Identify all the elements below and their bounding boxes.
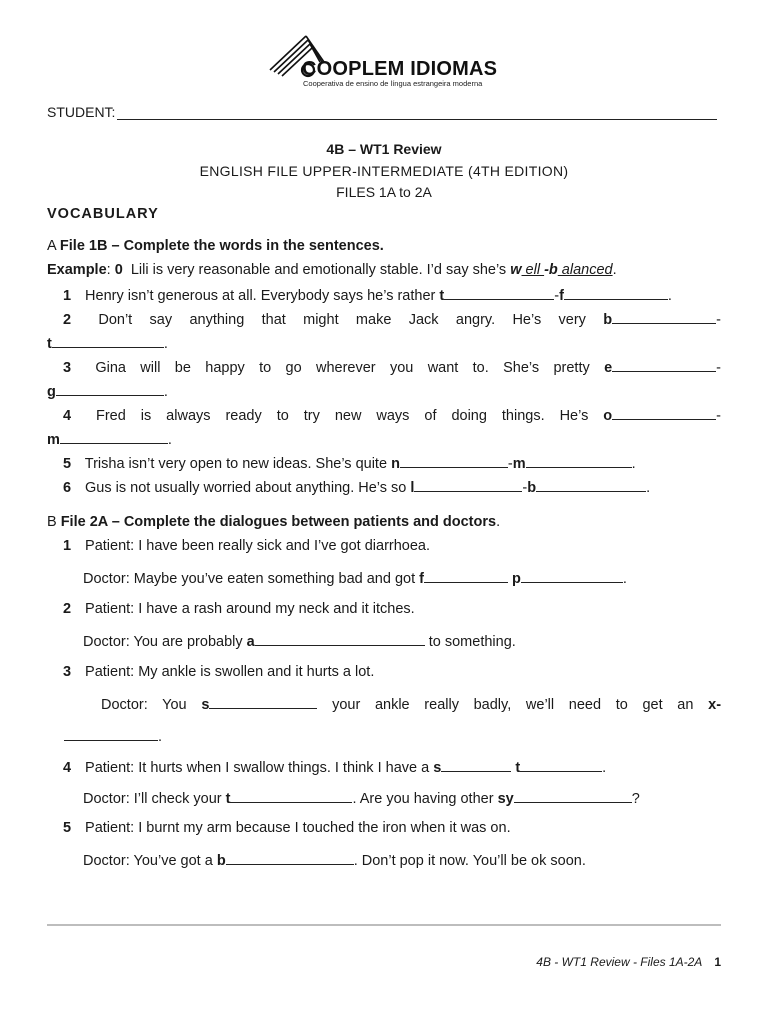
patient-line: Patient: I have a rash around my neck and it itches. xyxy=(85,601,415,617)
question-number: 5 xyxy=(63,456,72,472)
question-number: 5 xyxy=(63,820,72,836)
answer-blank[interactable] xyxy=(60,430,168,444)
answer-letter: sy xyxy=(497,791,514,807)
answer-letter: t xyxy=(225,791,231,807)
example-number: 0 xyxy=(114,262,123,278)
question-text: Gina will be happy to go wherever you want to. She’s pretty xyxy=(95,360,590,376)
answer-blank[interactable] xyxy=(441,758,511,772)
answer-letter: t xyxy=(439,288,445,304)
patient-line: Patient: I burnt my arm because I touched the iron when it was on. xyxy=(85,820,511,836)
period: . xyxy=(646,480,651,496)
answer-letter: p xyxy=(512,571,521,587)
question-text: Henry isn’t generous at all. Everybody says he’s rather xyxy=(85,288,436,304)
answer-blank[interactable] xyxy=(52,334,164,348)
page-footer xyxy=(536,955,721,969)
answer-letter: a xyxy=(246,634,255,650)
answer-blank[interactable] xyxy=(64,727,158,741)
answer-letter: b xyxy=(216,853,226,869)
answer-blank[interactable] xyxy=(526,454,632,468)
doctor-line-end: to something. xyxy=(428,634,516,650)
question-a4 xyxy=(47,406,721,424)
example-text: Lili is very reasonable and emotionally stable. I’d say she’s xyxy=(130,262,507,278)
doctor-line-mid: your ankle really badly, we’ll need to get an xyxy=(332,697,694,713)
dialogue-1-patient xyxy=(47,538,721,554)
part-a-title: File 1B – Complete the words in the sentences. xyxy=(59,238,384,254)
doctor-line: Doctor: You xyxy=(101,697,187,713)
question-text: Don’t say anything that might make Jack angry. He’s very xyxy=(98,312,586,328)
part-a-letter: A xyxy=(47,238,56,254)
question-text: Gus is not usually worried about anything. He’s so xyxy=(85,480,407,496)
question-number: 2 xyxy=(63,601,72,617)
question-number: 2 xyxy=(63,312,72,328)
footer-divider xyxy=(47,924,721,926)
patient-line: Patient: It hurts when I swallow things. I think I have a xyxy=(85,760,430,776)
example-label: Example xyxy=(47,262,107,278)
dialogue-2-doctor xyxy=(83,632,721,650)
answer-blank[interactable] xyxy=(226,851,354,865)
hyphen: - xyxy=(716,360,721,376)
hyphen: - xyxy=(522,480,528,496)
period: . xyxy=(496,514,501,530)
question-a3 xyxy=(47,358,721,376)
question-number: 4 xyxy=(63,408,72,424)
hyphen: - xyxy=(507,456,513,472)
patient-line: Patient: My ankle is swollen and it hurts a lot. xyxy=(85,664,375,680)
question-a1 xyxy=(47,286,721,304)
answer-blank[interactable] xyxy=(521,569,623,583)
answer-letter: s xyxy=(433,760,442,776)
question-number: 1 xyxy=(63,288,72,304)
answer-letter: m xyxy=(47,432,60,448)
question-a4-cont xyxy=(47,430,721,448)
answer-blank[interactable] xyxy=(414,478,522,492)
period: . xyxy=(167,432,172,448)
period: . xyxy=(602,760,607,776)
doctor-line: Doctor: You are probably xyxy=(83,634,243,650)
question-a2-cont xyxy=(47,334,721,352)
period: . xyxy=(631,456,636,472)
doctor-line: Doctor: You’ve got a xyxy=(83,853,213,869)
example-letter-w: w xyxy=(510,262,522,278)
answer-blank[interactable] xyxy=(514,789,632,803)
dialogue-4-patient xyxy=(47,758,721,776)
question-number: 6 xyxy=(63,480,72,496)
period: . xyxy=(667,288,672,304)
example-colon: : xyxy=(106,262,111,278)
answer-blank[interactable] xyxy=(612,310,716,324)
section-heading-vocabulary: VOCABULARY xyxy=(47,206,159,222)
doctor-line-end: . Don’t pop it now. You’ll be ok soon. xyxy=(353,853,586,869)
cooplem-logo xyxy=(266,32,506,90)
answer-blank[interactable] xyxy=(444,286,554,300)
dialogue-3-doctor-cont xyxy=(64,727,264,745)
question-text: Trisha isn’t very open to new ideas. She’s quite xyxy=(84,456,388,472)
worksheet-title: 4B – WT1 Review xyxy=(326,141,442,157)
patient-line: Patient: I have been really sick and I’ve got diarrhoea. xyxy=(85,538,431,554)
answer-blank[interactable] xyxy=(612,358,716,372)
answer-blank[interactable] xyxy=(255,632,425,646)
question-text: Fred is always ready to try new ways of doing things. He’s xyxy=(95,408,589,424)
answer-blank[interactable] xyxy=(520,758,602,772)
worksheet-subtitle: ENGLISH FILE UPPER-INTERMEDIATE (4TH EDITION) xyxy=(199,163,569,179)
period: . xyxy=(163,384,168,400)
question-a6 xyxy=(47,478,721,496)
answer-blank[interactable] xyxy=(536,478,646,492)
answer-letter: b xyxy=(603,312,613,328)
dialogue-5-patient xyxy=(47,820,721,836)
answer-letter: l xyxy=(410,480,415,496)
hyphen: - xyxy=(716,408,721,424)
hyphen: - xyxy=(554,288,560,304)
answer-letter: e xyxy=(604,360,613,376)
dialogue-3-patient xyxy=(47,664,721,680)
part-b-title: File 2A – Complete the dialogues between patients and doctors xyxy=(60,514,497,530)
example-sentence xyxy=(47,262,721,278)
dialogue-5-doctor xyxy=(83,851,721,869)
period: . xyxy=(622,571,627,587)
answer-blank[interactable] xyxy=(230,789,352,803)
question-a5 xyxy=(47,454,721,472)
answer-letter: n xyxy=(391,456,400,472)
answer-blank[interactable] xyxy=(424,569,508,583)
answer-blank[interactable] xyxy=(400,454,508,468)
period: . xyxy=(163,336,168,352)
answer-letter: o xyxy=(603,408,613,424)
example-answer-ell: ell xyxy=(521,262,545,278)
worksheet-files: FILES 1A to 2A xyxy=(336,184,432,200)
doctor-line: Doctor: Maybe you’ve eaten something bad and got xyxy=(83,571,416,587)
question-a3-cont xyxy=(47,382,721,400)
part-b-instruction xyxy=(47,514,721,530)
answer-blank[interactable] xyxy=(56,382,164,396)
dialogue-4-doctor xyxy=(83,789,721,807)
question-number: 3 xyxy=(63,360,72,376)
hyphen: - xyxy=(716,312,721,328)
page-number: 1 xyxy=(714,955,721,969)
answer-letter: s xyxy=(201,697,210,713)
answer-letter: f xyxy=(559,288,564,304)
answer-blank[interactable] xyxy=(564,286,668,300)
answer-blank[interactable] xyxy=(209,695,317,709)
answer-letter: g xyxy=(47,384,56,400)
question-mark: ? xyxy=(631,791,640,807)
question-number: 1 xyxy=(63,538,72,554)
answer-blank[interactable] xyxy=(612,406,716,420)
student-field xyxy=(47,104,717,120)
dialogue-2-patient xyxy=(47,601,721,617)
answer-letter: t xyxy=(515,760,521,776)
dialogue-1-doctor xyxy=(83,569,721,587)
answer-letter: f xyxy=(419,571,424,587)
student-label: STUDENT: xyxy=(47,104,116,120)
answer-letter: x- xyxy=(708,697,722,713)
doctor-line: Doctor: I’ll check your xyxy=(83,791,222,807)
logo-title: COOPLEM IDIOMAS xyxy=(302,58,498,80)
question-number: 4 xyxy=(63,760,72,776)
dialogue-3-doctor xyxy=(101,695,721,713)
part-b-letter: B xyxy=(47,514,57,530)
part-a-instruction xyxy=(47,238,721,254)
question-a2 xyxy=(47,310,721,328)
answer-letter: m xyxy=(512,456,526,472)
example-answer-alanced: alanced xyxy=(557,262,613,278)
doctor-line-mid: . Are you having other xyxy=(352,791,494,807)
footer-label: 4B - WT1 Review - Files 1A-2A xyxy=(536,955,703,969)
period: . xyxy=(158,729,163,745)
question-number: 3 xyxy=(63,664,72,680)
answer-letter: b xyxy=(527,480,537,496)
example-letter-b: -b xyxy=(544,262,558,278)
example-period: . xyxy=(612,262,617,278)
logo-subtitle: Cooperativa de ensino de língua estrangeira moderna xyxy=(303,79,483,88)
answer-letter: t xyxy=(47,336,52,352)
student-name-blank[interactable] xyxy=(117,105,717,120)
